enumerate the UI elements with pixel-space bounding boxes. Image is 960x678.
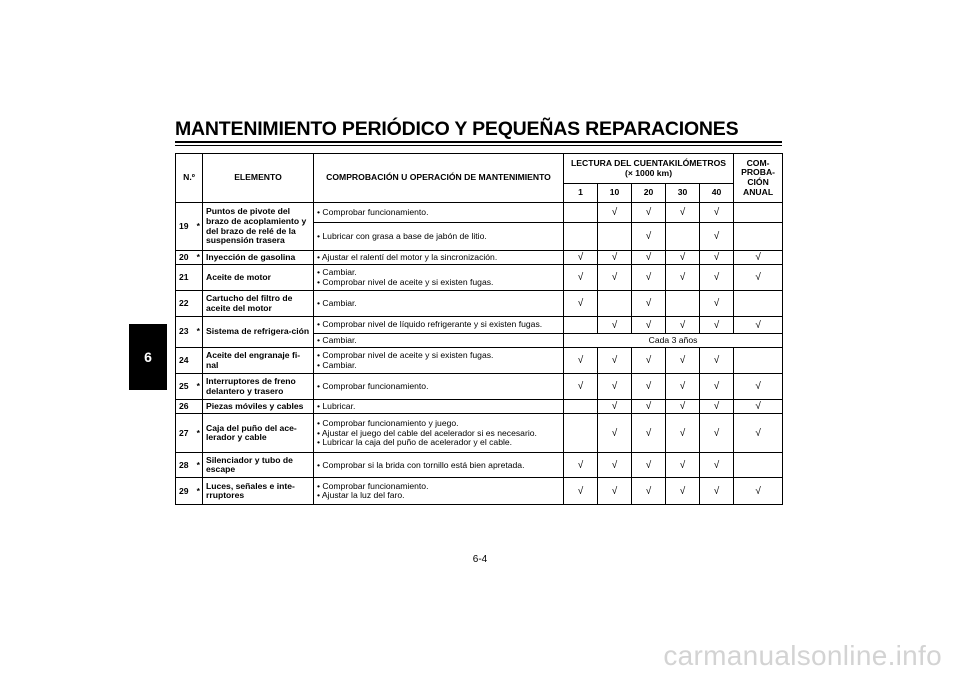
bullet-icon: • (317, 251, 322, 262)
check-mark-icon: √ (700, 400, 734, 414)
item-number-cell (176, 251, 203, 265)
bullet-icon: • (317, 459, 323, 470)
check-mark-icon: √ (598, 414, 632, 453)
check-mark-icon: √ (734, 317, 783, 334)
maintenance-table (175, 153, 783, 505)
empty-cell (598, 291, 632, 317)
operation-text: Comprobar funcionamiento. (322, 480, 429, 491)
check-mark-icon: √ (734, 251, 783, 265)
operation-cell (314, 291, 564, 317)
check-mark-icon: √ (700, 374, 734, 400)
operation-text: Lubricar la caja del puño de acelerador y el cable. (322, 437, 513, 448)
check-mark-icon: √ (700, 291, 734, 317)
operation-line (317, 336, 560, 346)
header-no: N.º (176, 154, 203, 203)
check-mark-icon: √ (700, 251, 734, 265)
item-number-cell (176, 478, 203, 505)
check-mark-icon: √ (734, 414, 783, 453)
dealer-service-mark: * (196, 326, 200, 337)
check-mark-icon: √ (632, 400, 666, 414)
empty-cell (564, 400, 598, 414)
item-number: 27 (179, 427, 189, 438)
header-odometer-col: 30 (666, 184, 700, 203)
dealer-service-mark: * (196, 427, 200, 438)
header-annual: COM- PROBA- CIÓN ANUAL (734, 154, 783, 203)
check-mark-icon: √ (598, 317, 632, 334)
check-mark-icon: √ (666, 317, 700, 334)
table-row (176, 478, 783, 505)
empty-cell (564, 414, 598, 453)
check-mark-icon: √ (598, 251, 632, 265)
operation-line (317, 438, 560, 448)
operation-text: Comprobar nivel de líquido refrigerante y si existen fugas. (322, 319, 543, 330)
check-mark-icon: √ (734, 374, 783, 400)
operation-line (317, 232, 560, 242)
operation-text: Cambiar. (322, 297, 357, 308)
bullet-icon: • (317, 490, 322, 501)
operation-line (317, 208, 560, 218)
operation-line (317, 402, 560, 412)
operation-line (317, 253, 560, 263)
operation-cell (314, 265, 564, 291)
item-number: 26 (179, 400, 189, 411)
title-rule-thin (175, 145, 782, 146)
empty-cell (734, 203, 783, 223)
check-mark-icon: √ (700, 478, 734, 505)
item-number: 25 (179, 380, 189, 391)
item-name: Aceite de motor (203, 265, 314, 291)
check-mark-icon: √ (734, 265, 783, 291)
item-number: 21 (179, 271, 189, 282)
header-odometer-title: LECTURA DEL CUENTAKILÓMETROS (571, 157, 727, 168)
table-row (176, 414, 783, 453)
operation-text: Comprobar si la brida con tornillo está bien apretada. (322, 459, 525, 470)
check-mark-icon: √ (564, 265, 598, 291)
bullet-icon: • (317, 380, 323, 391)
check-mark-icon: √ (700, 203, 734, 223)
page-number: 6-4 (472, 554, 488, 565)
check-mark-icon: √ (700, 348, 734, 374)
item-number-cell (176, 414, 203, 453)
item-number-cell (176, 453, 203, 478)
item-number: 19 (179, 220, 189, 231)
bullet-icon: • (317, 319, 323, 330)
item-number-cell (176, 265, 203, 291)
item-number: 23 (179, 326, 189, 337)
operation-cell (314, 203, 564, 223)
operation-cell (314, 478, 564, 505)
operation-text: Comprobar nivel de aceite y si existen fugas. (322, 350, 494, 361)
operation-cell (314, 400, 564, 414)
item-name: Aceite del engranaje fi-nal (203, 348, 314, 374)
operation-cell (314, 453, 564, 478)
dealer-service-mark: * (196, 251, 200, 262)
empty-cell (564, 317, 598, 334)
operation-line (317, 361, 560, 371)
bullet-icon: • (317, 297, 323, 308)
item-number-cell (176, 400, 203, 414)
check-mark-icon: √ (632, 223, 666, 251)
table-row (176, 265, 783, 291)
operation-cell (314, 223, 564, 251)
check-mark-icon: √ (700, 223, 734, 251)
operation-text: Comprobar funcionamiento y juego. (322, 417, 459, 428)
item-name: Cartucho del filtro de aceite del motor (203, 291, 314, 317)
header-item: ELEMENTO (203, 154, 314, 203)
item-number-cell (176, 317, 203, 348)
empty-cell (666, 223, 700, 251)
operation-line (317, 461, 560, 471)
header-odometer-col: 10 (598, 184, 632, 203)
empty-cell (734, 453, 783, 478)
bullet-icon: • (317, 437, 323, 448)
check-mark-icon: √ (666, 348, 700, 374)
operation-line (317, 491, 560, 501)
check-mark-icon: √ (598, 400, 632, 414)
check-mark-icon: √ (598, 203, 632, 223)
bullet-icon: • (317, 276, 323, 287)
interval-cell: Cada 3 años (564, 334, 783, 348)
operation-text: Ajustar la luz del faro. (321, 490, 405, 501)
header-odometer-col: 1 (564, 184, 598, 203)
check-mark-icon: √ (700, 265, 734, 291)
check-mark-icon: √ (700, 414, 734, 453)
check-mark-icon: √ (666, 414, 700, 453)
item-name: Caja del puño del ace-lerador y cable (203, 414, 314, 453)
operation-text: Lubricar. (322, 400, 356, 411)
empty-cell (734, 348, 783, 374)
item-number: 24 (179, 354, 189, 365)
bullet-icon: • (317, 230, 323, 241)
dealer-service-mark: * (196, 459, 200, 470)
check-mark-icon: √ (632, 317, 666, 334)
operation-text: Ajustar el juego del cable del acelerador si es necesario. (321, 427, 537, 438)
item-number: 20 (179, 251, 189, 262)
empty-cell (598, 223, 632, 251)
check-mark-icon: √ (632, 348, 666, 374)
operation-text: Comprobar funcionamiento. (322, 380, 429, 391)
dealer-service-mark: * (196, 220, 200, 231)
item-name: Interruptores de freno delantero y trasero (203, 374, 314, 400)
table-row (176, 203, 783, 223)
bullet-icon: • (317, 480, 323, 491)
check-mark-icon: √ (734, 400, 783, 414)
item-name: Sistema de refrigera-ción (203, 317, 314, 348)
table-row (176, 374, 783, 400)
item-name: Puntos de pivote del brazo de acoplamiento y del brazo de relé de la suspensión trasera (203, 203, 314, 251)
bullet-icon: • (317, 206, 323, 217)
table-row (176, 453, 783, 478)
check-mark-icon: √ (666, 453, 700, 478)
check-mark-icon: √ (632, 374, 666, 400)
operation-line (317, 278, 560, 288)
item-number-cell (176, 203, 203, 251)
dealer-service-mark: * (196, 485, 200, 496)
check-mark-icon: √ (632, 203, 666, 223)
bullet-icon: • (317, 417, 323, 428)
check-mark-icon: √ (666, 478, 700, 505)
item-number: 29 (179, 485, 189, 496)
watermark: carmanualsonline.info (663, 640, 942, 671)
item-number: 28 (179, 459, 189, 470)
table-row (176, 251, 783, 265)
operation-line (317, 320, 560, 330)
check-mark-icon: √ (700, 317, 734, 334)
check-mark-icon: √ (598, 374, 632, 400)
table-row (176, 400, 783, 414)
check-mark-icon: √ (564, 348, 598, 374)
item-name: Inyección de gasolina (203, 251, 314, 265)
operation-text: Cambiar. (322, 334, 357, 345)
check-mark-icon: √ (632, 291, 666, 317)
operation-text: Lubricar con grasa a base de jabón de litio. (322, 230, 487, 241)
empty-cell (666, 291, 700, 317)
item-name: Luces, señales e inte-rruptores (203, 478, 314, 505)
check-mark-icon: √ (598, 348, 632, 374)
empty-cell (734, 223, 783, 251)
item-name: Piezas móviles y cables (203, 400, 314, 414)
header-odometer-unit: (× 1000 km) (625, 167, 673, 178)
item-number: 22 (179, 297, 189, 308)
bullet-icon: • (317, 427, 322, 438)
item-number-cell (176, 348, 203, 374)
operation-text: Comprobar funcionamiento. (322, 206, 429, 217)
check-mark-icon: √ (666, 203, 700, 223)
operation-cell (314, 317, 564, 334)
check-mark-icon: √ (564, 291, 598, 317)
operation-cell (314, 414, 564, 453)
check-mark-icon: √ (734, 478, 783, 505)
bullet-icon: • (317, 400, 323, 411)
empty-cell (734, 291, 783, 317)
check-mark-icon: √ (564, 374, 598, 400)
header-operation: COMPROBACIÓN U OPERACIÓN DE MANTENIMIENTO (314, 154, 564, 203)
item-name: Silenciador y tubo de escape (203, 453, 314, 478)
header-odometer-col: 40 (700, 184, 734, 203)
page-title: MANTENIMIENTO PERIÓDICO Y PEQUEÑAS REPARACIONES (175, 118, 739, 140)
check-mark-icon: √ (564, 251, 598, 265)
bullet-icon: • (317, 350, 323, 361)
table-row (176, 317, 783, 334)
operation-cell (314, 374, 564, 400)
item-number-cell (176, 374, 203, 400)
dealer-service-mark: * (196, 380, 200, 391)
check-mark-icon: √ (700, 453, 734, 478)
check-mark-icon: √ (632, 478, 666, 505)
check-mark-icon: √ (632, 453, 666, 478)
header-odometer (564, 154, 734, 184)
operation-line (317, 299, 560, 309)
empty-cell (564, 203, 598, 223)
operation-text: Ajustar el ralentí del motor y la sincronización. (321, 251, 498, 262)
operation-cell (314, 334, 564, 348)
check-mark-icon: √ (598, 453, 632, 478)
table-row (176, 291, 783, 317)
operation-text: Comprobar nivel de aceite y si existen fugas. (322, 276, 494, 287)
check-mark-icon: √ (632, 265, 666, 291)
table-row (176, 348, 783, 374)
bullet-icon: • (317, 359, 323, 370)
operation-cell (314, 348, 564, 374)
operation-text: Cambiar. (322, 359, 357, 370)
check-mark-icon: √ (666, 374, 700, 400)
check-mark-icon: √ (666, 400, 700, 414)
check-mark-icon: √ (598, 478, 632, 505)
operation-cell (314, 251, 564, 265)
check-mark-icon: √ (666, 265, 700, 291)
item-number-cell (176, 291, 203, 317)
check-mark-icon: √ (632, 251, 666, 265)
operation-text: Cambiar. (322, 267, 357, 278)
chapter-tab: 6 (129, 324, 167, 390)
title-rule (175, 141, 782, 143)
check-mark-icon: √ (564, 453, 598, 478)
empty-cell (564, 223, 598, 251)
header-odometer-col: 20 (632, 184, 666, 203)
check-mark-icon: √ (598, 265, 632, 291)
check-mark-icon: √ (632, 414, 666, 453)
bullet-icon: • (317, 267, 323, 278)
check-mark-icon: √ (666, 251, 700, 265)
bullet-icon: • (317, 334, 323, 345)
operation-line (317, 382, 560, 392)
check-mark-icon: √ (564, 478, 598, 505)
